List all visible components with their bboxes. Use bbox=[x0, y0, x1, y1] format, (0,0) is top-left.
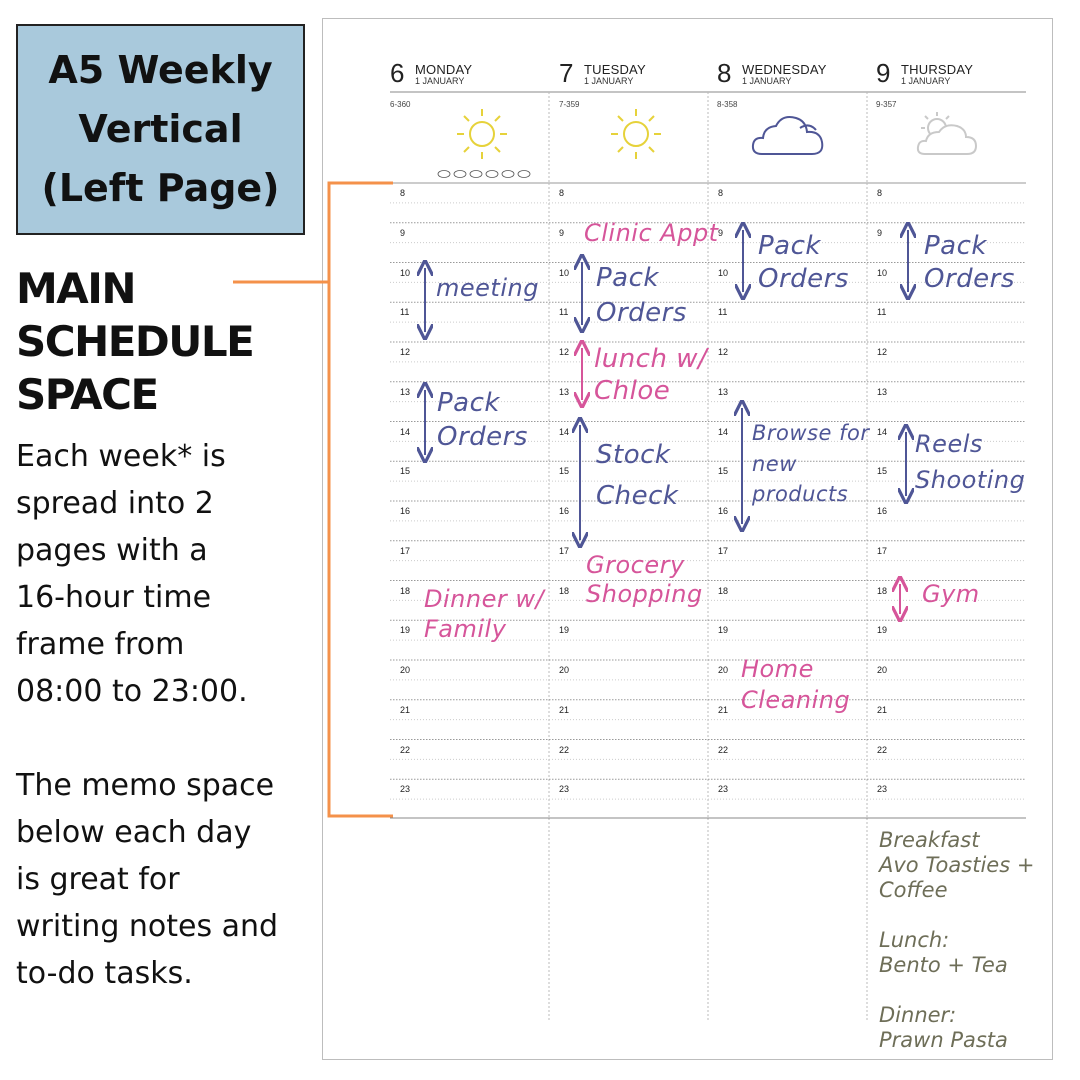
day-month: 1 JANUARY bbox=[901, 76, 951, 86]
hour-label: 8 bbox=[877, 188, 883, 198]
paragraph-line: below each day bbox=[16, 815, 252, 850]
hour-label: 14 bbox=[877, 426, 888, 437]
entry-pack-orders: Pack bbox=[758, 231, 821, 261]
hour-label: 20 bbox=[400, 665, 411, 675]
hour-label: 16 bbox=[559, 506, 570, 516]
hour-label: 22 bbox=[877, 744, 888, 755]
entry-grocery: Shopping bbox=[586, 580, 703, 608]
entry-pack-orders: Orders bbox=[924, 264, 1015, 294]
paragraph-line: writing notes and bbox=[16, 909, 279, 944]
hour-label: 20 bbox=[559, 665, 570, 675]
title-line: A5 Weekly bbox=[48, 48, 273, 92]
entry-gym: Gym bbox=[922, 580, 980, 608]
memo-line: Coffee bbox=[879, 878, 948, 902]
hour-label: 14 bbox=[400, 426, 411, 437]
day-code: 9-357 bbox=[876, 100, 897, 109]
hour-label: 9 bbox=[559, 227, 565, 238]
hour-label: 16 bbox=[400, 506, 411, 516]
hour-label: 15 bbox=[718, 466, 729, 477]
hour-label: 22 bbox=[559, 744, 570, 755]
entry-stock-check: Stock bbox=[596, 440, 671, 470]
hour-label: 15 bbox=[400, 466, 411, 477]
day-number: 9 bbox=[876, 58, 891, 88]
hour-label: 14 bbox=[559, 426, 570, 437]
hour-label: 20 bbox=[718, 665, 729, 675]
memo-line: Lunch: bbox=[879, 928, 950, 952]
hour-label: 8 bbox=[718, 188, 724, 198]
entry-reels: Reels bbox=[915, 430, 983, 458]
hour-label: 10 bbox=[877, 267, 888, 278]
hour-label: 15 bbox=[877, 466, 888, 477]
entry-home-cleaning: Home bbox=[741, 655, 814, 683]
hour-label: 9 bbox=[877, 227, 883, 238]
paragraph-line: Each week* is bbox=[16, 439, 226, 474]
day-name: TUESDAY bbox=[584, 62, 646, 77]
hour-label: 23 bbox=[877, 784, 888, 795]
hour-label: 10 bbox=[559, 267, 570, 278]
day-month: 1 JANUARY bbox=[415, 76, 465, 86]
hour-label: 15 bbox=[559, 466, 570, 477]
hour-label: 18 bbox=[400, 585, 411, 596]
hour-label: 10 bbox=[400, 267, 411, 278]
hour-label: 14 bbox=[718, 426, 729, 437]
hour-label: 13 bbox=[877, 386, 888, 397]
entry-lunch: lunch w/ bbox=[594, 344, 708, 374]
day-name: MONDAY bbox=[415, 62, 473, 77]
hour-label: 16 bbox=[718, 506, 729, 516]
day-code: 8-358 bbox=[717, 100, 738, 109]
day-number: 7 bbox=[559, 58, 574, 88]
sun-icon bbox=[454, 106, 510, 162]
entry-stock-check: Check bbox=[596, 481, 679, 511]
hour-label: 13 bbox=[400, 386, 411, 397]
hour-label: 20 bbox=[877, 665, 888, 675]
hour-label: 19 bbox=[559, 625, 570, 636]
hour-label: 17 bbox=[559, 545, 570, 556]
paragraph-line: spread into 2 bbox=[16, 486, 214, 521]
country-circles bbox=[436, 169, 542, 179]
paragraph-line: frame from bbox=[16, 627, 185, 662]
day-number: 6 bbox=[390, 58, 405, 88]
day-code: 7-359 bbox=[559, 100, 580, 109]
entry-clinic-appt: Clinic Appt bbox=[584, 219, 719, 247]
entry-reels: Shooting bbox=[915, 466, 1026, 494]
hour-label: 13 bbox=[559, 386, 570, 397]
entry-pack-orders: Pack bbox=[596, 263, 659, 293]
entry-pack-orders: Orders bbox=[758, 264, 849, 294]
hour-label: 9 bbox=[718, 227, 724, 238]
hour-label: 11 bbox=[877, 307, 887, 318]
hour-label: 19 bbox=[877, 625, 888, 636]
title-line: (Left Page) bbox=[41, 166, 280, 210]
hour-label: 21 bbox=[559, 704, 570, 715]
paragraph-line: 08:00 to 23:00. bbox=[16, 674, 248, 709]
hour-label: 8 bbox=[559, 188, 565, 198]
entry-pack-orders: Pack bbox=[437, 388, 500, 418]
memo-thursday bbox=[879, 828, 1034, 1053]
day-month: 1 JANUARY bbox=[584, 76, 634, 86]
hour-label: 21 bbox=[877, 704, 888, 715]
hour-label: 19 bbox=[718, 625, 729, 636]
hour-label: 17 bbox=[718, 545, 729, 556]
hour-label: 8 bbox=[400, 188, 406, 198]
hour-label: 18 bbox=[559, 585, 570, 596]
hour-label: 22 bbox=[400, 744, 411, 755]
heading-line: MAIN bbox=[16, 264, 136, 313]
entry-browse: products bbox=[752, 482, 849, 506]
title-line: Vertical bbox=[78, 107, 243, 151]
entry-grocery: Grocery bbox=[586, 551, 685, 579]
day-code: 6-360 bbox=[390, 100, 411, 109]
entry-meeting: meeting bbox=[436, 274, 539, 302]
day-name: WEDNESDAY bbox=[742, 62, 827, 77]
hour-label: 18 bbox=[718, 585, 729, 596]
hour-label: 11 bbox=[559, 307, 569, 318]
entry-dinner: Family bbox=[424, 615, 507, 643]
heading-line: SCHEDULE bbox=[16, 317, 254, 366]
memo-line bbox=[879, 903, 1034, 928]
hour-label: 12 bbox=[718, 347, 729, 357]
memo-line: Bento + Tea bbox=[879, 953, 1008, 977]
paragraph-line: is great for bbox=[16, 862, 180, 897]
entry-dinner: Dinner w/ bbox=[424, 585, 545, 613]
hour-label: 13 bbox=[718, 386, 729, 397]
hour-label: 22 bbox=[718, 744, 729, 755]
entry-browse: new bbox=[752, 452, 797, 476]
day-name: THURSDAY bbox=[901, 62, 974, 77]
heading-line: SPACE bbox=[16, 370, 158, 419]
paragraph-line: 16-hour time bbox=[16, 580, 212, 615]
hour-label: 11 bbox=[400, 307, 410, 318]
hour-label: 10 bbox=[718, 267, 729, 278]
hour-label: 21 bbox=[400, 704, 411, 715]
memo-line: Avo Toasties + bbox=[879, 853, 1035, 877]
memo-line: Dinner: bbox=[879, 1003, 957, 1027]
hour-label: 18 bbox=[877, 585, 888, 596]
entry-browse: Browse for bbox=[752, 421, 870, 445]
entry-home-cleaning: Cleaning bbox=[741, 686, 851, 714]
hour-label: 16 bbox=[877, 506, 888, 516]
hour-label: 12 bbox=[559, 347, 570, 357]
day-month: 1 JANUARY bbox=[742, 76, 792, 86]
hour-label: 9 bbox=[400, 227, 406, 238]
hour-label: 17 bbox=[877, 545, 888, 556]
hour-label: 23 bbox=[718, 784, 729, 795]
paragraph-line: The memo space bbox=[16, 768, 275, 803]
entry-pack-orders: Pack bbox=[924, 231, 987, 261]
hour-label: 17 bbox=[400, 545, 411, 556]
hour-label: 23 bbox=[400, 784, 411, 795]
paragraph-line: pages with a bbox=[16, 533, 208, 568]
paragraph-line: to-do tasks. bbox=[16, 956, 193, 991]
memo-line bbox=[879, 978, 1034, 1003]
partly-cloudy-icon bbox=[915, 110, 979, 160]
hour-label: 21 bbox=[718, 704, 729, 715]
day-number: 8 bbox=[717, 58, 732, 88]
sun-icon bbox=[608, 106, 664, 162]
memo-line: Breakfast bbox=[879, 828, 980, 852]
hour-label: 23 bbox=[559, 784, 570, 795]
entry-pack-orders: Orders bbox=[596, 298, 687, 328]
hour-label: 12 bbox=[400, 347, 411, 357]
cloud-icon bbox=[750, 110, 828, 160]
hour-label: 11 bbox=[718, 307, 728, 318]
entry-pack-orders: Orders bbox=[437, 422, 528, 452]
memo-line: Prawn Pasta bbox=[879, 1028, 1008, 1052]
hour-label: 19 bbox=[400, 625, 411, 636]
entry-lunch: Chloe bbox=[594, 376, 671, 406]
hour-label: 12 bbox=[877, 347, 888, 357]
